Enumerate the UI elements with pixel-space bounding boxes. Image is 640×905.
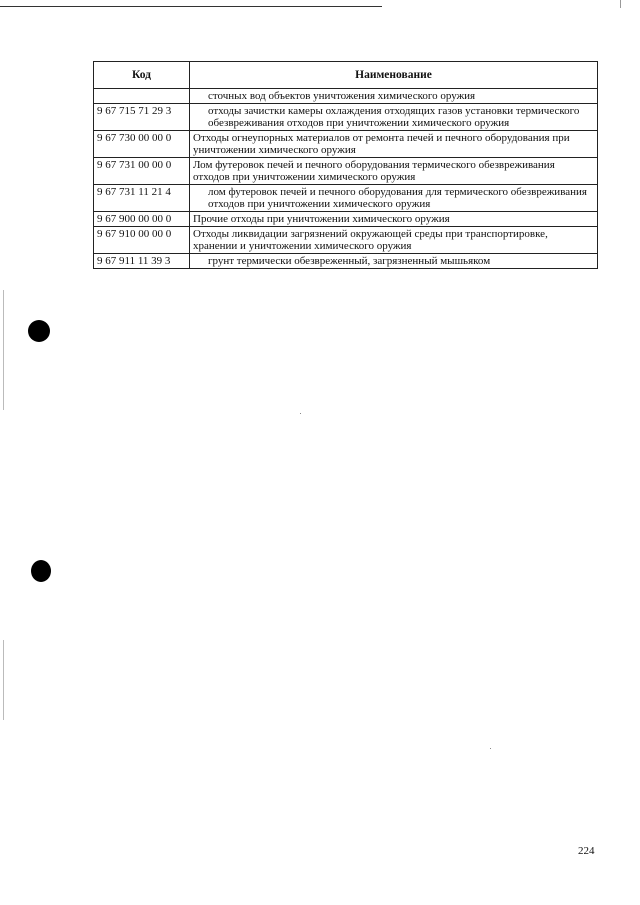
table-header-row [94, 62, 598, 89]
top-scan-tick [620, 0, 621, 8]
code-cell: 9 67 900 00 00 0 [94, 212, 190, 227]
table-row [94, 227, 598, 254]
table-row [94, 158, 598, 185]
page-number: 224 [578, 845, 595, 857]
name-column-header: Наименование [190, 62, 598, 89]
name-cell: отходы зачистки камеры охлаждения отходящих газов установки термического обезвреживания отходов при уничтожении химического оружия [190, 104, 598, 131]
table-row [94, 254, 598, 269]
name-cell: Прочие отходы при уничтожении химического оружия [190, 212, 598, 227]
code-cell: 9 67 731 11 21 4 [94, 185, 190, 212]
code-column-header: Код [94, 62, 190, 89]
waste-codes-table [93, 61, 598, 269]
name-cell: сточных вод объектов уничтожения химического оружия [190, 89, 598, 104]
left-scan-line [3, 290, 4, 410]
table-row [94, 131, 598, 158]
code-cell: 9 67 911 11 39 3 [94, 254, 190, 269]
scan-speck [490, 748, 491, 749]
name-cell: Отходы ликвидации загрязнений окружающей среды при транспортировке, хранении и уничтожении химического оружия [190, 227, 598, 254]
name-cell: Лом футеровок печей и печного оборудования термического обезвреживания отходов при уничтожении химического оружия [190, 158, 598, 185]
table-row [94, 212, 598, 227]
name-cell: грунт термически обезвреженный, загрязненный мышьяком [190, 254, 598, 269]
code-cell: 9 67 731 00 00 0 [94, 158, 190, 185]
top-scan-rule [0, 6, 382, 7]
code-cell [94, 89, 190, 104]
table-row [94, 104, 598, 131]
name-cell: лом футеровок печей и печного оборудования для термического обезвреживания отходов при уничтожении химического оружия [190, 185, 598, 212]
punch-hole-lower [31, 560, 51, 582]
punch-hole-upper [28, 320, 50, 342]
table-row [94, 185, 598, 212]
waste-codes-table-container [93, 61, 597, 269]
scan-speck [300, 413, 301, 414]
left-scan-line-lower [3, 640, 4, 720]
table-row [94, 89, 598, 104]
code-cell: 9 67 715 71 29 3 [94, 104, 190, 131]
code-cell: 9 67 910 00 00 0 [94, 227, 190, 254]
code-cell: 9 67 730 00 00 0 [94, 131, 190, 158]
name-cell: Отходы огнеупорных материалов от ремонта печей и печного оборудования при уничтожении химического оружия [190, 131, 598, 158]
